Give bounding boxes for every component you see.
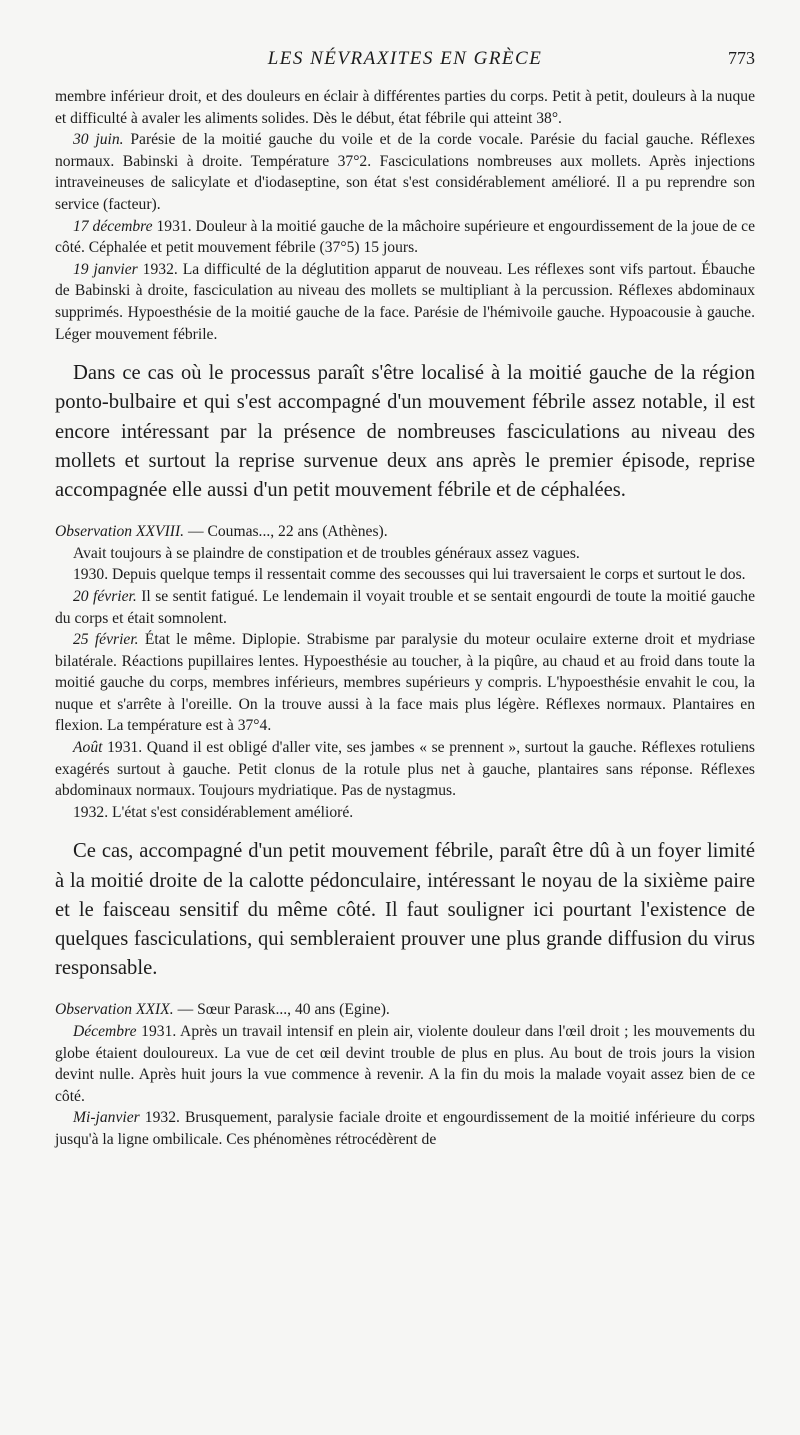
- paragraph-text: 1932. La difficulté de la déglutition apparut de nouveau. Les réflexes sont vifs partout. Ébauche de Babinski à droite, fasciculation au niveau des mollets se multipliant à la percussion. Réflexes abdominaux supprimés. Hypoesthésie de la moitié gauche de la face. Parésie de l'hémivoile gauche. Hypoacousie à gauche. Léger mouvement fébrile.: [55, 260, 756, 343]
- page-number: 773: [728, 48, 755, 68]
- date-label: 20 février.: [73, 587, 137, 605]
- date-label: 19 janvier: [73, 260, 138, 278]
- observation-heading: [55, 521, 755, 543]
- paragraph: [55, 129, 755, 215]
- date-label: Mi-janvier: [73, 1109, 140, 1127]
- date-label: Décembre: [73, 1023, 137, 1041]
- page-body: [55, 86, 755, 1151]
- date-label: 30 juin.: [73, 131, 124, 149]
- observation-subject: — Coumas..., 22 ans (Athènes).: [187, 523, 388, 541]
- date-label: 17 décembre: [73, 217, 153, 235]
- paragraph: Avait toujours à se plaindre de constipation et de troubles généraux assez vagues.: [73, 544, 580, 562]
- paragraph-text: Parésie de la moitié gauche du voile et de la corde vocale. Parésie du facial gauche. Réflexes normaux. Babinski à droite. Température 37°2. Fasciculations nombreuses aux mollets. Après injections intraveineuses de salicylate et d'iodaseptine, son état s'est considérablement amélioré. Il a pu reprendre son service (facteur).: [55, 131, 755, 213]
- running-title: LES NÉVRAXITES EN GRÈCE: [267, 48, 543, 69]
- paragraph-text: 1931. Douleur à la moitié gauche de la mâchoire supérieure et engourdissement de la joue de ce côté. Céphalée et petit mouvement fébrile (37°5) 15 jours.: [55, 217, 755, 257]
- paragraph-text: 1931. Après un travail intensif en plein air, violente douleur dans l'œil droit ; les mouvements du globe étaient douloureux. La vue de cet œil devint trouble de plus en plus. Au bout de trois jours la vision devint nulle. Après huit jours la vue commence à revenir. A la fin du mois la malade voyait assez bien de ce côté.: [55, 1023, 755, 1105]
- observation-subject: — Sœur Parask..., 40 ans (Egine).: [177, 1001, 390, 1019]
- date-label: 25 février.: [73, 631, 139, 649]
- paragraph-text: 1932. Brusquement, paralysie faciale droite et engourdissement de la moitié inférieure du corps jusqu'à la ligne ombilicale. Ces phénomènes rétrocédèrent de: [55, 1109, 755, 1149]
- paragraph: 1932. L'état s'est considérablement amélioré.: [73, 803, 354, 821]
- paragraph: 1930. Depuis quelque temps il ressentait comme des secousses qui lui traversaient le corps et surtout le dos.: [73, 566, 746, 584]
- page-header: [55, 48, 755, 72]
- observation-heading: [55, 999, 755, 1021]
- paragraph: [55, 629, 755, 737]
- paragraph: [55, 259, 755, 345]
- date-label: Août: [73, 739, 103, 757]
- paragraph-text: membre inférieur droit, et des douleurs en éclair à différentes parties du corps. Petit à petit, douleurs à la nuque et difficulté à avaler les aliments solides. Dès le début, état fébrile qui atteint 38°.: [55, 88, 755, 127]
- paragraph: [55, 1107, 755, 1150]
- observation-title: Observation XXIX.: [55, 1001, 174, 1019]
- observation-title: Observation XXVIII.: [55, 523, 185, 541]
- paragraph-text: 1931. Quand il est obligé d'aller vite, ses jambes « se prennent », surtout la gauche. Réflexes rotuliens exagérés surtout à gauche. Petit clonus de la rotule plus net à gauche, plantaires sans réponse. Réflexes abdominaux normaux. Toujours mydriatique. Pas de nystagmus.: [55, 739, 756, 800]
- paragraph-text: État le même. Diplopie. Strabisme par paralysie du moteur oculaire externe droit et mydriase bilatérale. Réactions pupillaires lentes. Hypoesthésie au toucher, à la piqûre, au chaud et au froid dans toute la moitié gauche du corps, membres inférieurs, membres supérieurs y compris. L'hypoesthésie envahit le cou, la nuque et s'arrête à l'oreille. On la trouve aussi à la face mais plus légère. Réflexes normaux. Plantaires en flexion. La température est à 37°4.: [55, 631, 756, 735]
- paragraph: [55, 86, 755, 129]
- commentary-paragraph: Ce cas, accompagné d'un petit mouvement fébrile, paraît être dû à un foyer limité à la moitié droite de la calotte pédonculaire, intéressant le noyau de la sixième paire et le faisceau sensitif du même côté. Il faut souligner ici pourtant l'existence de quelques fasciculations, qui sembleraient prouver une plus grande diffusion du virus responsable.: [55, 840, 755, 980]
- paragraph: [55, 216, 755, 259]
- paragraph: [55, 1021, 755, 1107]
- paragraph: [55, 737, 755, 802]
- commentary-paragraph: Dans ce cas où le processus paraît s'être localisé à la moitié gauche de la région ponto-bulbaire et qui s'est accompagné d'un mouvement fébrile assez notable, il est encore intéressant par la présence de nombreuses fasciculations au niveau des mollets et surtout la reprise survenue deux ans après le premier épisode, reprise accompagnée elle aussi d'un petit mouvement fébrile et de céphalées.: [55, 362, 755, 501]
- paragraph-text: Il se sentit fatigué. Le lendemain il voyait trouble et se sentait engourdi de toute la moitié gauche du corps et était somnolent.: [55, 587, 755, 627]
- paragraph: [55, 586, 755, 629]
